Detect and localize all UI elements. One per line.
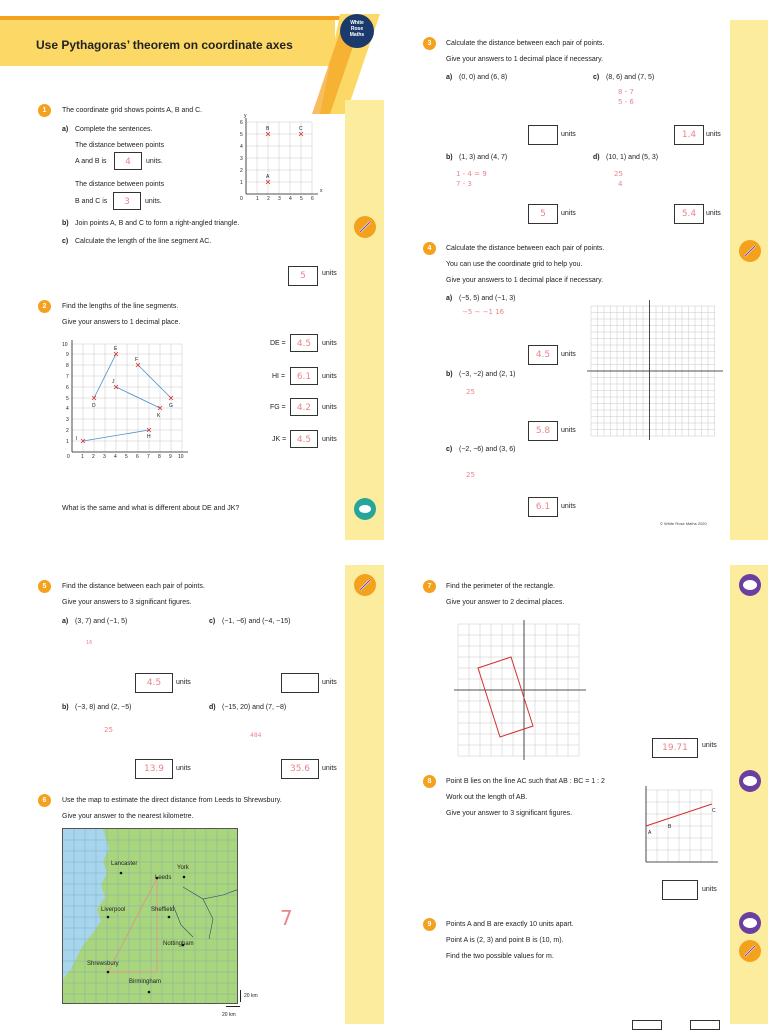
pencil-icon-glyph bbox=[742, 943, 758, 959]
q5c-answer bbox=[282, 674, 318, 692]
q2-y-tick: 10 bbox=[62, 342, 68, 348]
q2-jk-label: JK = bbox=[272, 436, 287, 443]
q1-x-tick: 2 bbox=[267, 196, 270, 202]
q3d-answer: 5.4 bbox=[681, 209, 697, 219]
question-number-6: 6 bbox=[38, 794, 51, 807]
q3c-note-2: 5 - 6 bbox=[618, 98, 634, 106]
q5a-answer: 4.5 bbox=[146, 678, 162, 688]
map-scale-horizontal bbox=[226, 1006, 240, 1007]
q4c-answer-box[interactable] bbox=[528, 497, 558, 517]
q3b-answer: 5 bbox=[540, 209, 546, 219]
q3c-answer: 1.4 bbox=[681, 130, 697, 140]
q2-x-tick: 2 bbox=[92, 454, 95, 460]
q8-text-3: Give your answer to 3 significant figures. bbox=[446, 810, 573, 817]
q2-y-tick: 6 bbox=[66, 385, 69, 391]
q8-answer bbox=[663, 881, 697, 899]
q4a-text: (−5, 5) and (−1, 3) bbox=[459, 295, 516, 302]
q3d-note-2: 4 bbox=[618, 180, 623, 188]
header-banner-stripe bbox=[0, 16, 340, 20]
q1-x-tick: 1 bbox=[256, 196, 259, 202]
q1-y-tick: 4 bbox=[240, 144, 243, 150]
question-number-7: 7 bbox=[423, 580, 436, 593]
q3c-label: c) bbox=[593, 74, 600, 81]
q2-point-f: F bbox=[135, 357, 139, 363]
q2-point-d: D bbox=[92, 403, 96, 409]
q2-y-tick: 5 bbox=[66, 396, 69, 402]
map-label-york: York bbox=[177, 865, 189, 871]
q2-y-tick: 1 bbox=[66, 439, 69, 445]
q3a-units: units bbox=[561, 131, 576, 138]
q3c-text: (8, 6) and (7, 5) bbox=[606, 74, 655, 81]
q1-x-axis-label: x bbox=[320, 188, 323, 194]
q2-point-h: H bbox=[147, 434, 151, 440]
q1-x-tick: 5 bbox=[300, 196, 303, 202]
q1-bc-answer-box[interactable] bbox=[113, 192, 141, 210]
q2-y-tick: 9 bbox=[66, 352, 69, 358]
q2-hi-answer-box[interactable] bbox=[290, 367, 318, 385]
q2-fg-answer-box[interactable] bbox=[290, 398, 318, 416]
q9-text-1: Points A and B are exactly 10 units apart. bbox=[446, 921, 574, 928]
question-number-2: 2 bbox=[38, 300, 51, 313]
q8-point-b: B bbox=[668, 824, 672, 830]
q2-x-tick: 10 bbox=[178, 454, 184, 460]
q2-de-answer: 4.5 bbox=[296, 339, 312, 349]
q4b-label: b) bbox=[446, 371, 453, 378]
q3d-note-1: 25 bbox=[614, 170, 623, 178]
q3d-label: d) bbox=[593, 154, 600, 161]
pencil-icon-glyph bbox=[357, 219, 373, 235]
q2-jk-answer-box[interactable] bbox=[290, 430, 318, 448]
q2-text-2: Give your answers to 1 decimal place. bbox=[62, 319, 181, 326]
map-label-nottingham: Nottingham bbox=[163, 941, 194, 947]
q2-fg-label: FG = bbox=[270, 404, 286, 411]
q7-answer-box[interactable] bbox=[652, 738, 698, 758]
q1-s1-line2b: units. bbox=[146, 158, 163, 165]
q1c-answer: 5 bbox=[300, 271, 306, 281]
q7-answer: 19.71 bbox=[662, 743, 688, 753]
q3b-label: b) bbox=[446, 154, 453, 161]
q5b-text: (−3, 8) and (2, −5) bbox=[75, 704, 132, 711]
q2-grid bbox=[62, 336, 192, 466]
q1c-text: Calculate the length of the line segment AC. bbox=[75, 238, 212, 245]
q5c-label: c) bbox=[209, 618, 216, 625]
q3d-units: units bbox=[706, 210, 721, 217]
logo bbox=[340, 14, 374, 48]
q4-text-3: Give your answers to 1 decimal place if necessary. bbox=[446, 277, 604, 284]
q7-text-2: Give your answer to 2 decimal places. bbox=[446, 599, 565, 606]
q4c-label: c) bbox=[446, 446, 453, 453]
q1b-label: b) bbox=[62, 220, 69, 227]
q5d-answer: 35.6 bbox=[289, 764, 311, 774]
question-number-3: 3 bbox=[423, 37, 436, 50]
pencil-icon-glyph bbox=[357, 577, 373, 593]
q4-text-2: You can use the coordinate grid to help you. bbox=[446, 261, 583, 268]
q4a-answer: 4.5 bbox=[535, 350, 551, 360]
q5c-answer-box[interactable] bbox=[281, 673, 319, 693]
q1-point-b-label: B bbox=[266, 126, 270, 132]
q1c-units: units bbox=[322, 270, 337, 277]
thinking-icon-glyph bbox=[743, 918, 757, 928]
q2-y-tick: 4 bbox=[66, 406, 69, 412]
q4b-note: 25 bbox=[466, 388, 475, 396]
right-strip-top-right bbox=[730, 20, 768, 540]
q2-x-tick: 4 bbox=[114, 454, 117, 460]
q9-answer-box-1[interactable] bbox=[632, 1020, 662, 1030]
q1-y-tick: 3 bbox=[240, 156, 243, 162]
q2-x-tick: 6 bbox=[136, 454, 139, 460]
q1-s2-line2a: B and C is bbox=[75, 198, 108, 205]
q1-y-tick: 5 bbox=[240, 132, 243, 138]
q2-y-tick: 8 bbox=[66, 363, 69, 369]
q5a-note: 16 bbox=[86, 640, 93, 646]
map-label-shrewsbury: Shrewsbury bbox=[87, 961, 119, 967]
q6-note: 7 bbox=[280, 906, 293, 930]
map-label-liverpool: Liverpool bbox=[101, 907, 126, 913]
q5d-units: units bbox=[322, 765, 337, 772]
q5a-answer-box[interactable] bbox=[135, 673, 173, 693]
q3c-units: units bbox=[706, 131, 721, 138]
q4c-text: (−2, −6) and (3, 6) bbox=[459, 446, 516, 453]
q2-fg-answer: 4.2 bbox=[296, 403, 312, 413]
map-label-leeds: Leeds bbox=[155, 875, 172, 881]
q4c-answer: 6.1 bbox=[535, 502, 551, 512]
q1-grid bbox=[236, 114, 326, 204]
q8-text-1: Point B lies on the line AC such that AB : BC = 1 : 2 bbox=[446, 778, 605, 785]
q1a-text: Complete the sentences. bbox=[75, 126, 153, 133]
map-scale-v-label: 20 km bbox=[244, 993, 258, 999]
q1-s2-line1: The distance between points bbox=[75, 181, 165, 188]
map-label-lancaster: Lancaster bbox=[111, 861, 138, 867]
speech-bubble-icon-glyph bbox=[359, 505, 371, 513]
q8-text-2: Work out the length of AB. bbox=[446, 794, 528, 801]
q8-point-a: A bbox=[648, 830, 652, 836]
map-scale-h-label: 20 km bbox=[222, 1012, 236, 1018]
q9-answer-box-2[interactable] bbox=[690, 1020, 720, 1030]
q3-text-2: Give your answers to 1 decimal place if necessary. bbox=[446, 56, 604, 63]
q3b-note-1: 1 - 4 = 9 bbox=[456, 170, 487, 178]
q5a-label: a) bbox=[62, 618, 69, 625]
q1-y-tick: 2 bbox=[240, 168, 243, 174]
q5d-answer-box[interactable] bbox=[281, 759, 319, 779]
page-title: Use Pythagoras’ theorem on coordinate axes bbox=[36, 38, 293, 52]
q2-de-units: units bbox=[322, 340, 337, 347]
q4c-note: 25 bbox=[466, 471, 475, 479]
logo-line-3: Maths bbox=[349, 32, 365, 38]
q1-x-tick: 3 bbox=[278, 196, 281, 202]
q2-x-tick: 7 bbox=[147, 454, 150, 460]
q5b-note: 25 bbox=[104, 726, 113, 734]
q4-grid bbox=[585, 296, 735, 446]
question-number-4: 4 bbox=[423, 242, 436, 255]
q5d-label: d) bbox=[209, 704, 216, 711]
q4b-units: units bbox=[561, 427, 576, 434]
q2-question: What is the same and what is different about DE and JK? bbox=[62, 505, 240, 512]
q5d-note: 484 bbox=[250, 732, 262, 739]
q3b-units: units bbox=[561, 210, 576, 217]
q5a-units: units bbox=[176, 679, 191, 686]
q5a-text: (3, 7) and (−1, 5) bbox=[75, 618, 128, 625]
q2-y-tick: 2 bbox=[66, 428, 69, 434]
q3d-text: (10, 1) and (5, 3) bbox=[606, 154, 659, 161]
q3a-answer bbox=[529, 126, 557, 144]
q2-point-e: E bbox=[114, 346, 118, 352]
q3b-note-2: 7 - 3 bbox=[456, 180, 472, 188]
q8-answer-box[interactable] bbox=[662, 880, 698, 900]
q1-s1-line1: The distance between points bbox=[75, 142, 165, 149]
q5b-units: units bbox=[176, 765, 191, 772]
q2-x-tick: 5 bbox=[125, 454, 128, 460]
q2-x-tick: 9 bbox=[169, 454, 172, 460]
q1-point-a-label: A bbox=[266, 174, 270, 180]
q1-ab-answer: 4 bbox=[125, 157, 131, 167]
question-number-5: 5 bbox=[38, 580, 51, 593]
q5c-text: (−1, −6) and (−4, −15) bbox=[222, 618, 291, 625]
question-number-9: 9 bbox=[423, 918, 436, 931]
q9-text-2: Point A is (2, 3) and point B is (10, m). bbox=[446, 937, 564, 944]
q7-grid bbox=[452, 618, 592, 762]
map-land bbox=[63, 829, 238, 1004]
q2-point-k: K bbox=[157, 413, 161, 419]
q8-grid bbox=[638, 784, 728, 874]
q5b-label: b) bbox=[62, 704, 69, 711]
q2-hi-label: HI = bbox=[272, 373, 286, 380]
q2-hi-answer: 6.1 bbox=[296, 372, 312, 382]
thinking-icon-glyph bbox=[743, 776, 757, 786]
q4a-units: units bbox=[561, 351, 576, 358]
q1-y-tick: 1 bbox=[240, 180, 243, 186]
q5d-text: (−15, 20) and (7, −8) bbox=[222, 704, 287, 711]
q1-s1-line2a: A and B is bbox=[75, 158, 107, 165]
question-number-1: 1 bbox=[38, 104, 51, 117]
logo-line-2: Rose bbox=[350, 26, 364, 32]
q2-point-g: G bbox=[169, 403, 173, 409]
q2-point-i: I bbox=[76, 436, 78, 442]
q1-s2-line2b: units. bbox=[145, 198, 162, 205]
q5-text-1: Find the distance between each pair of points. bbox=[62, 583, 205, 590]
q1c-answer-box[interactable] bbox=[288, 266, 318, 286]
q2-jk-answer: 4.5 bbox=[296, 435, 312, 445]
q1-x-tick: 4 bbox=[289, 196, 292, 202]
thinking-icon-glyph bbox=[743, 580, 757, 590]
q1b-text: Join points A, B and C to form a right-angled triangle. bbox=[75, 220, 240, 227]
q1-x-tick: 6 bbox=[311, 196, 314, 202]
q8-units: units bbox=[702, 886, 717, 893]
q8-point-c: C bbox=[712, 808, 716, 814]
q1-x-tick: 0 bbox=[240, 196, 243, 202]
q4b-answer: 5.8 bbox=[535, 426, 551, 436]
q2-y-tick: 3 bbox=[66, 417, 69, 423]
q4c-units: units bbox=[561, 503, 576, 510]
q2-point-j: J bbox=[112, 379, 115, 385]
q3c-note-1: 8 - 7 bbox=[618, 88, 634, 96]
q6-map bbox=[62, 828, 238, 1004]
q3d-answer-box[interactable] bbox=[674, 204, 704, 224]
q3a-text: (0, 0) and (6, 8) bbox=[459, 74, 508, 81]
q2-jk-units: units bbox=[322, 436, 337, 443]
q1-ab-answer-box[interactable] bbox=[114, 152, 142, 170]
pencil-icon-glyph bbox=[742, 243, 758, 259]
right-strip-bottom-left bbox=[345, 565, 384, 1024]
q3b-text: (1, 3) and (4, 7) bbox=[459, 154, 508, 161]
copyright: © White Rose Maths 2020 bbox=[660, 521, 707, 526]
q1-text: The coordinate grid shows points A, B and C. bbox=[62, 107, 203, 114]
q7-text-1: Find the perimeter of the rectangle. bbox=[446, 583, 555, 590]
map-label-sheffield: Sheffield bbox=[151, 907, 175, 913]
q6-text-2: Give your answer to the nearest kilometre. bbox=[62, 813, 194, 820]
q2-fg-units: units bbox=[322, 404, 337, 411]
q2-hi-units: units bbox=[322, 373, 337, 380]
q2-x-tick: 3 bbox=[103, 454, 106, 460]
map-label-birmingham: Birmingham bbox=[129, 979, 162, 985]
q2-x-tick: 1 bbox=[81, 454, 84, 460]
q4b-answer-box[interactable] bbox=[528, 421, 558, 441]
q2-x-tick: 0 bbox=[67, 454, 70, 460]
q4a-label: a) bbox=[446, 295, 453, 302]
q1a-label: a) bbox=[62, 126, 69, 133]
q2-text-1: Find the lengths of the line segments. bbox=[62, 303, 179, 310]
q4-text-1: Calculate the distance between each pair of points. bbox=[446, 245, 605, 252]
q2-de-answer-box[interactable] bbox=[290, 334, 318, 352]
q4b-text: (−3, −2) and (2, 1) bbox=[459, 371, 516, 378]
map-scale-vertical bbox=[240, 990, 241, 1002]
question-number-8: 8 bbox=[423, 775, 436, 788]
q3a-label: a) bbox=[446, 74, 453, 81]
q1-y-axis-label: y bbox=[244, 114, 247, 119]
logo-line-1: White bbox=[350, 20, 364, 26]
q4a-answer-box[interactable] bbox=[528, 345, 558, 365]
q5c-units: units bbox=[322, 679, 337, 686]
q1-point-c-label: C bbox=[299, 126, 303, 132]
q5-text-2: Give your answers to 3 significant figures. bbox=[62, 599, 192, 606]
right-strip-top-left bbox=[345, 100, 384, 540]
q3b-answer-box[interactable] bbox=[528, 204, 558, 224]
q5b-answer: 13.9 bbox=[143, 764, 165, 774]
q1-bc-answer: 3 bbox=[124, 197, 130, 207]
q3-text-1: Calculate the distance between each pair of points. bbox=[446, 40, 605, 47]
q3c-answer-box[interactable] bbox=[674, 125, 704, 145]
q3a-answer-box[interactable] bbox=[528, 125, 558, 145]
q1-y-tick: 6 bbox=[240, 120, 243, 126]
q9-text-3: Find the two possible values for m. bbox=[446, 953, 554, 960]
q6-text-1: Use the map to estimate the direct distance from Leeds to Shrewsbury. bbox=[62, 797, 282, 804]
q1c-label: c) bbox=[62, 238, 69, 245]
q7-units: units bbox=[702, 742, 717, 749]
q2-y-tick: 7 bbox=[66, 374, 69, 380]
q5b-answer-box[interactable] bbox=[135, 759, 173, 779]
q2-de-label: DE = bbox=[270, 340, 286, 347]
q2-x-tick: 8 bbox=[158, 454, 161, 460]
q4a-note: −5 − −1 16 bbox=[462, 308, 505, 316]
